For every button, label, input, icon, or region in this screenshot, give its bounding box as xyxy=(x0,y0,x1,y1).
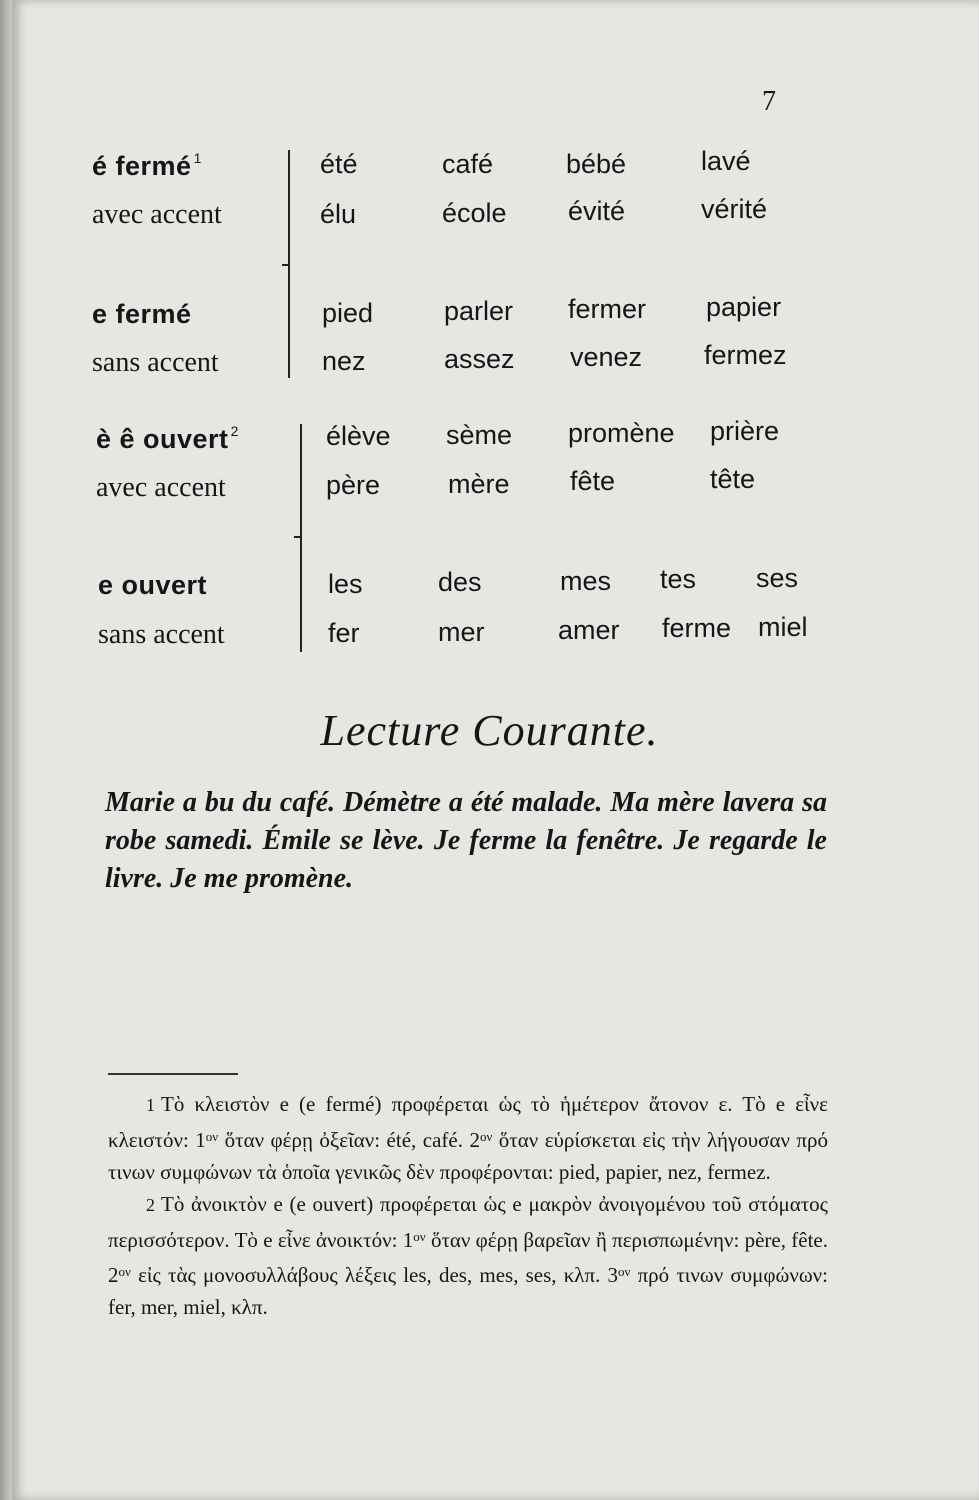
footnote-text: Τὸ ἀνοικτὸν e (e ouvert) προφέρεται ὡς e μακρὸν ἀνοιγομένου τοῦ στόματος περισσότερον. Τὸ e εἶνε ἀνοικτόν: xyxy=(108,1192,828,1252)
ordinal: 2 xyxy=(108,1263,119,1287)
word: père xyxy=(326,470,381,500)
word: mes xyxy=(560,566,612,596)
ordinal-suffix: ον xyxy=(618,1264,631,1279)
word: amer xyxy=(558,615,620,645)
ordinal-suffix: ον xyxy=(205,1129,219,1144)
footnote-text: εἰς τὰς μονοσυλλάβους λέξεις les, des, mes, ses, κλπ. xyxy=(130,1263,608,1287)
group-heading xyxy=(96,423,239,455)
word: lavé xyxy=(701,146,751,176)
ordinal: 2 xyxy=(469,1128,480,1152)
word: nez xyxy=(322,346,366,376)
bracket-point xyxy=(294,536,302,538)
word: promène xyxy=(568,418,675,448)
bracket-point xyxy=(282,264,290,266)
word: ses xyxy=(756,563,799,593)
word: des xyxy=(438,567,482,597)
word: pied xyxy=(322,298,374,328)
word: mère xyxy=(448,469,510,499)
word: les xyxy=(328,569,363,599)
group-subheading: avec accent xyxy=(92,199,222,230)
ordinal-suffix: ον xyxy=(413,1229,426,1244)
footnote-ref: 2 xyxy=(230,423,239,439)
footnote-number: 1 xyxy=(146,1095,155,1115)
footnote-ref: 1 xyxy=(193,150,202,166)
group-subheading: sans accent xyxy=(98,619,225,650)
group-heading xyxy=(92,150,202,182)
word: élu xyxy=(320,199,357,229)
footnote-text: ὅταν φέρῃ βαρεῖαν ἢ περισπωμένην: père, fête. xyxy=(425,1228,828,1252)
group-heading: e ouvert xyxy=(98,570,208,600)
footnote-2 xyxy=(108,1188,828,1323)
footnote-text: πρό τινων συμφώνων: fer, mer, miel, κλπ. xyxy=(108,1263,828,1319)
group-subheading: avec accent xyxy=(96,472,226,503)
page-number: 7 xyxy=(762,86,776,117)
word: assez xyxy=(444,344,515,374)
footnote-text: ὅταν φέρῃ ὀξεῖαν: été, café. xyxy=(218,1128,470,1152)
group-heading: e fermé xyxy=(92,299,192,329)
word: mer xyxy=(438,617,485,647)
word: été xyxy=(320,149,358,179)
word: tes xyxy=(660,564,697,594)
group-heading-text: é fermé xyxy=(92,151,192,181)
ordinal: 3 xyxy=(607,1263,619,1287)
footnotes xyxy=(108,1088,828,1323)
word: parler xyxy=(444,296,514,326)
word: sème xyxy=(446,420,513,450)
word: fermez xyxy=(704,340,787,370)
footnote-number: 2 xyxy=(146,1195,155,1215)
reading-passage: Marie a bu du café. Démètre a été malade. Ma mère lavera sa robe samedi. Émile se lève. Je ferme la fenêtre. Je regarde le livre. Je me promène. xyxy=(105,787,827,894)
word: élève xyxy=(326,421,391,451)
word: tête xyxy=(710,464,756,494)
word: café xyxy=(442,149,494,179)
word: fête xyxy=(570,466,616,496)
word: bébé xyxy=(566,149,627,179)
bracket xyxy=(300,424,316,652)
word: vérité xyxy=(701,194,768,224)
ordinal: 1 xyxy=(402,1228,414,1252)
word: école xyxy=(442,198,507,228)
word: évité xyxy=(568,196,626,226)
word: fermer xyxy=(568,294,647,324)
word: venez xyxy=(570,342,643,372)
word: miel xyxy=(758,612,808,642)
ordinal: 1 xyxy=(195,1128,206,1152)
group-heading-text: è ê ouvert xyxy=(96,424,229,454)
word: fer xyxy=(328,618,360,648)
ordinal-suffix: ον xyxy=(118,1264,131,1279)
word: papier xyxy=(706,292,782,322)
ordinal-suffix: ον xyxy=(479,1129,493,1144)
footnote-text: Τὸ κλειστὸν e (e fermé) προφέρεται ὡς τὸ ἡμέτερον ἄτονον ε. Τὸ e εἶνε κλειστόν: xyxy=(108,1092,828,1152)
footnote-1 xyxy=(108,1088,828,1188)
footnote-text: ὅταν εὑρίσκεται εἰς τὴν λήγουσαν πρό τινων συμφώνων τὰ ὁποῖα γενικῶς δὲν προφέρονται: pied, papier, nez, fermez. xyxy=(108,1128,828,1184)
group-subheading: sans accent xyxy=(92,347,219,378)
section-title: Lecture Courante. xyxy=(320,706,659,755)
word: prière xyxy=(710,416,780,446)
bracket xyxy=(288,150,304,378)
word: ferme xyxy=(662,613,732,643)
footnote-divider xyxy=(108,1073,238,1075)
